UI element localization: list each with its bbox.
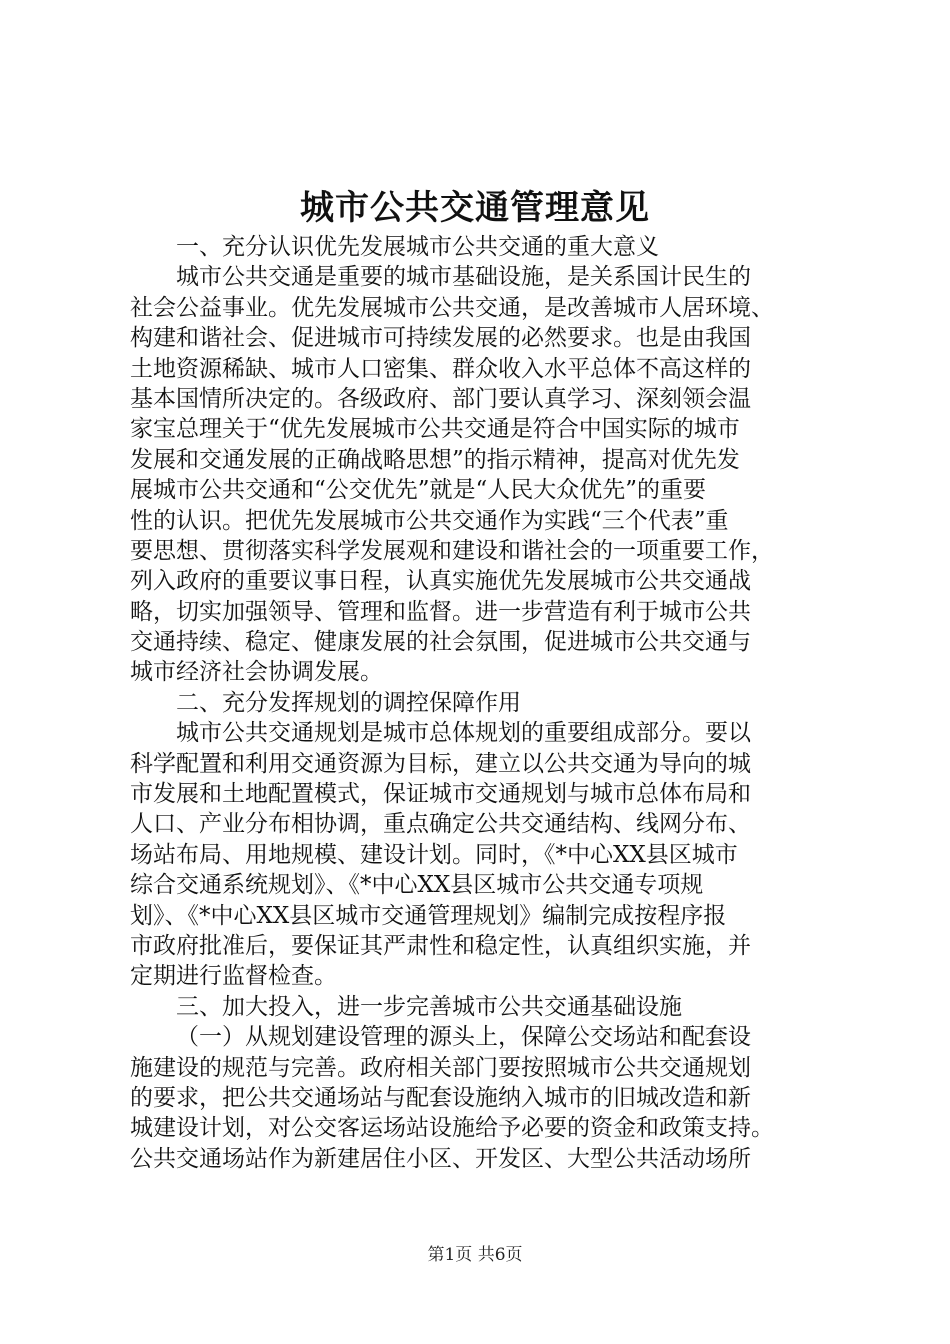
paragraph-line: 基本国情所决定的。各级政府、部门要认真学习、深刻领会温 <box>130 385 751 412</box>
paragraph-line: 公共交通场站作为新建居住小区、开发区、大型公共活动场所 <box>130 1145 751 1172</box>
paragraph-line: 土地资源稀缺、城市人口密集、群众收入水平总体不高这样的 <box>130 355 751 382</box>
paragraph-line: 科学配置和利用交通资源为目标，建立以公共交通为导向的城 <box>130 750 751 777</box>
paragraph-line: 的要求，把公共交通场站与配套设施纳入城市的旧城改造和新 <box>130 1084 751 1111</box>
paragraph-line: 人口、产业分布相协调，重点确定公共交通结构、线网分布、 <box>130 811 751 838</box>
paragraph-line: 展城市公共交通和“公交优先”就是“人民大众优先”的重要 <box>130 477 707 504</box>
paragraph-line: 列入政府的重要议事日程，认真实施优先发展城市公共交通战 <box>130 568 751 595</box>
paragraph-line: 交通持续、稳定、健康发展的社会氛围，促进城市公共交通与 <box>130 629 751 656</box>
paragraph-line: 要思想、贯彻落实科学发展观和建设和谐社会的一项重要工作， <box>130 537 774 564</box>
paragraph-line: 施建设的规范与完善。政府相关部门要按照城市公共交通规划 <box>130 1054 751 1081</box>
paragraph-line: 市发展和土地配置模式，保证城市交通规划与城市总体布局和 <box>130 781 751 808</box>
paragraph-line: 城市经济社会协调发展。 <box>130 659 383 686</box>
paragraph-line: （一）从规划建设管理的源头上，保障公交场站和配套设 <box>176 1024 751 1051</box>
paragraph-line: 略，切实加强领导、管理和监督。进一步营造有利于城市公共 <box>130 598 751 625</box>
paragraph-line: 构建和谐社会、促进城市可持续发展的必然要求。也是由我国 <box>130 325 751 352</box>
paragraph-line: 城建设计划，对公交客运场站设施给予必要的资金和政策支持。 <box>130 1115 774 1142</box>
section-heading-2: 二、充分发挥规划的调控保障作用 <box>176 689 521 716</box>
paragraph-line: 城市公共交通规划是城市总体规划的重要组成部分。要以 <box>176 720 751 747</box>
paragraph-line: 定期进行监督检查。 <box>130 963 337 990</box>
section-heading-3: 三、加大投入，进一步完善城市公共交通基础设施 <box>176 993 682 1020</box>
paragraph-line: 城市公共交通是重要的城市基础设施，是关系国计民生的 <box>176 264 751 291</box>
paragraph-line: 家宝总理关于“优先发展城市公共交通是符合中国实际的城市 <box>130 416 740 443</box>
paragraph-line: 性的认识。把优先发展城市公共交通作为实践“三个代表”重 <box>130 507 729 534</box>
paragraph-line: 发展和交通发展的正确战略思想”的指示精神，提高对优先发 <box>130 446 740 473</box>
document-body <box>130 232 830 1174</box>
paragraph-line: 市政府批准后，要保证其严肃性和稳定性，认真组织实施，并 <box>130 932 751 959</box>
section-heading-1: 一、充分认识优先发展城市公共交通的重大意义 <box>176 234 659 260</box>
document-title: 城市公共交通管理意见 <box>300 188 650 228</box>
paragraph-line: 场站布局、用地规模、建设计划。同时，《*中心XX县区城市 <box>130 841 738 868</box>
paragraph-line: 综合交通系统规划》、《*中心XX县区城市公共交通专项规 <box>130 872 704 899</box>
page-number-footer: 第1页 共6页 <box>427 1245 523 1265</box>
paragraph-line: 划》、《*中心XX县区城市交通管理规划》编制完成按程序报 <box>130 902 727 929</box>
paragraph-line: 社会公益事业。优先发展城市公共交通，是改善城市人居环境、 <box>130 294 774 321</box>
